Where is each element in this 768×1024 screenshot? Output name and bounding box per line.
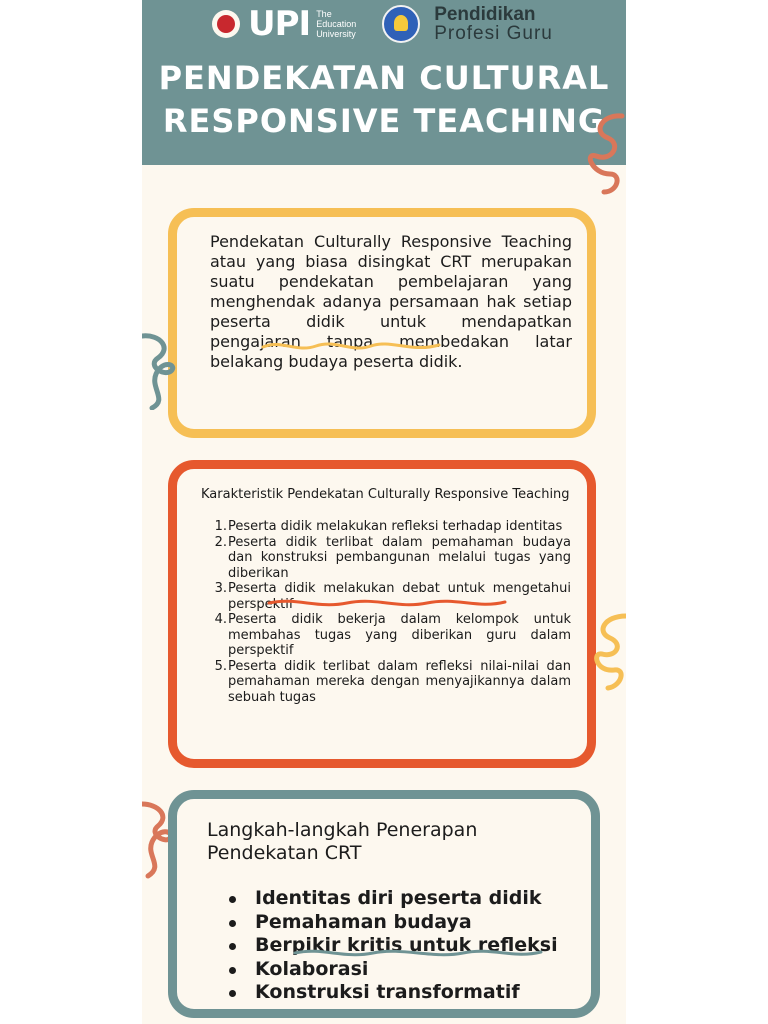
upi-seal-logo [212,10,240,38]
list-item [201,659,571,706]
intro-paragraph: Pendekatan Culturally Responsive Teaching atau yang biasa disingkat CRT merupakan suatu pendekatan pembelajaran yang menghendak adanya persamaan hak setiap peserta didik untuk mendapatkan pengajaran tanpa membedakan latar belakang budaya peserta didik. [210,232,572,371]
characteristics-card [168,460,596,768]
list-item [201,535,571,582]
characteristics-heading: Karakteristik Pendekatan Culturally Responsive Teaching [201,487,570,502]
list-item-number: 2. [214,534,227,550]
list-item-text: Peserta didik melakukan refleksi terhadap identitas [228,519,563,534]
list-item-text: Peserta didik terlibat dalam refleksi nilai-nilai dan pemahaman mereka dengan menyajikannya dalam sebuah tugas [228,658,571,705]
squiggle-decoration-right-1 [582,112,626,197]
squiggle-decoration-left-1 [142,330,178,410]
upi-tagline-line: Education [316,19,357,29]
list-item-number: 5. [214,658,227,674]
list-item-text: Peserta didik bekerja dalam kelompok untuk membahas tugas yang diberikan guru dalam perspektif [228,612,571,658]
intro-card [168,208,596,438]
list-item-text: Peserta didik melakukan debat untuk mengetahui perspektif [228,581,571,612]
list-item [201,519,571,535]
characteristics-list [201,519,571,705]
wavy-underline-decoration [261,339,441,353]
ppg-line2: Profesi Guru [434,23,553,44]
squiggle-decoration-right-2 [590,612,626,692]
header-banner [142,0,626,165]
wavy-underline-decoration [267,597,507,609]
steps-list [229,887,589,1005]
ppg-logo-text [434,5,553,43]
list-item-number: 3. [214,581,227,596]
list-item [201,612,571,659]
upi-tagline-line: University [316,29,356,39]
tut-wuri-handayani-logo [382,5,420,43]
list-item: Pemahaman budaya [229,911,589,935]
list-item-number: 1. [214,519,227,534]
page-title-line2: RESPONSIVE TEACHING [162,102,606,140]
steps-heading [207,819,577,865]
steps-heading-line1: Langkah-langkah Penerapan [207,819,478,841]
steps-heading-line2: Pendekatan CRT [207,842,362,864]
list-item: Konstruksi transformatif [229,981,589,1005]
upi-tagline [316,9,376,39]
infographic-poster [142,0,626,1024]
logo-row [212,4,622,44]
wavy-underline-decoration [293,947,543,959]
list-item: Berpikir kritis untuk refleksi [229,934,589,958]
page-title-line1: PENDEKATAN CULTURAL [158,59,610,97]
upi-tagline-line: The [316,9,332,19]
page-title [142,57,626,143]
list-item-number: 4. [214,612,227,627]
upi-logo-text: UPI [248,4,311,44]
ppg-line1: Pendidikan [434,4,536,25]
list-item-text: Peserta didik terlibat dalam pemahaman budaya dan konstruksi pembangunan melalui tugas yang diberikan [228,534,571,581]
list-item: Identitas diri peserta didik [229,887,589,911]
steps-card [168,790,600,1018]
list-item: Kolaborasi [229,958,589,982]
